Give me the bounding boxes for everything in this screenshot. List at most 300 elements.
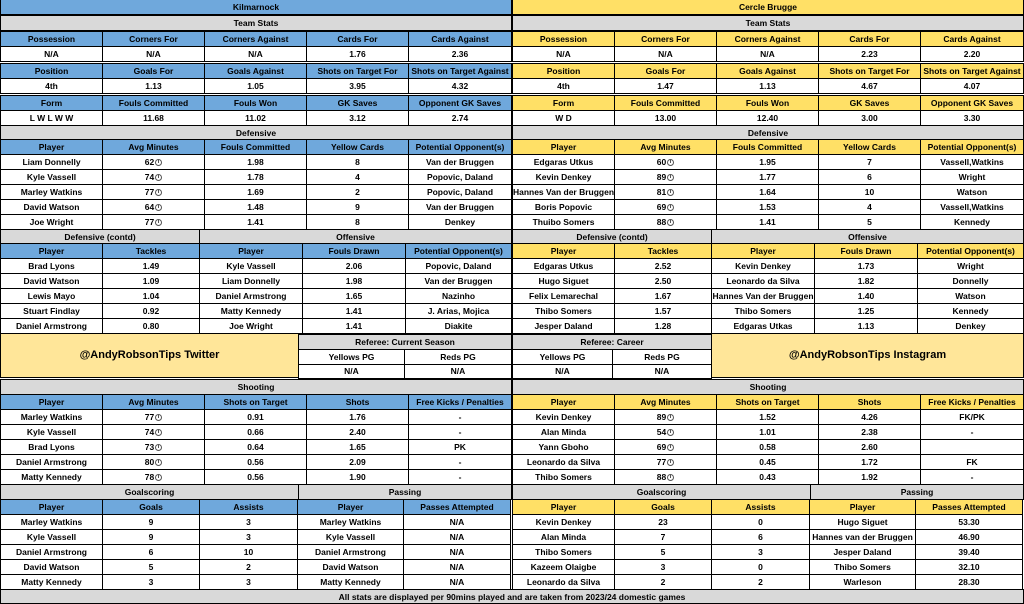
header-cell: Fouls Drawn <box>814 243 918 259</box>
player-name-text: Marley Watkins <box>20 516 83 527</box>
player-name <box>512 154 615 170</box>
fouls-committed <box>716 154 819 170</box>
player-name <box>297 514 404 530</box>
header-cell: Potential Opponent(s) <box>405 243 512 259</box>
table-row <box>0 530 512 545</box>
goals-text: 9 <box>148 531 154 542</box>
header-cell: Shots on Target Against <box>408 63 512 79</box>
shots <box>818 424 921 440</box>
avg-minutes-text: 77 <box>144 411 155 422</box>
player-name <box>199 288 303 304</box>
header-cell: Avg Minutes <box>102 139 205 155</box>
player-name-text: Jesper Daland <box>833 546 892 557</box>
fouls-committed <box>716 214 819 230</box>
player-name-text: David Watson <box>322 561 379 572</box>
stat-value: 3.95 <box>306 78 409 94</box>
assists-text: 3 <box>758 546 763 557</box>
potential-opponents <box>917 288 1024 304</box>
tackles <box>614 288 712 304</box>
shots-text: 1.65 <box>349 441 366 452</box>
yellow-cards-text: 2 <box>355 186 360 197</box>
stopwatch-icon <box>155 159 162 166</box>
table-row <box>0 470 512 485</box>
header-cell: Cards Against <box>408 31 512 47</box>
potential-opponents <box>408 169 512 185</box>
tackles-text: 1.09 <box>142 275 160 286</box>
player-name-text: Kevin Denkey <box>535 171 592 182</box>
avg-minutes <box>102 184 205 200</box>
tackles-text: 1.04 <box>142 290 160 301</box>
potential-opponents-text: Wright <box>957 260 984 271</box>
free-kicks-penalties <box>920 424 1024 440</box>
passes-attempted-text: 32.10 <box>958 561 980 572</box>
header-cell: Goals Against <box>204 63 307 79</box>
header-cell: Possession <box>512 31 615 47</box>
player-name-text: Marley Watkins <box>20 186 83 197</box>
potential-opponents-text: Popovic, Daland <box>425 260 492 271</box>
free-kicks-penalties-text: - <box>458 471 462 482</box>
stat-value: N/A <box>716 46 819 62</box>
player-name <box>512 529 615 545</box>
stopwatch-icon <box>155 474 162 481</box>
stat-value: 11.02 <box>204 110 307 126</box>
player-name <box>0 303 103 319</box>
fouls-drawn-text: 1.41 <box>345 305 363 316</box>
passes-attempted <box>403 559 511 575</box>
shots-on-target <box>204 409 307 425</box>
potential-opponents-text: Donnelly <box>952 275 989 286</box>
yellow-cards-text: 6 <box>867 171 872 182</box>
player-name <box>512 409 615 425</box>
player-name-text: Kevin Denkey <box>535 516 592 527</box>
header-cell: Fouls Won <box>204 95 307 111</box>
section-title: Goalscoring <box>0 484 299 500</box>
player-name-text: Joe Wright <box>229 320 273 331</box>
avg-minutes-text: 74 <box>144 426 155 437</box>
passes-attempted <box>403 544 511 560</box>
potential-opponents-text: Van der Bruggen <box>424 275 493 286</box>
fouls-drawn-text: 1.41 <box>345 320 363 331</box>
player-name-text: Edgaras Utkus <box>533 260 594 271</box>
avg-minutes-text: 77 <box>144 186 155 197</box>
section-title: Goalscoring <box>512 484 811 500</box>
passes-attempted <box>915 544 1023 560</box>
table-row <box>512 470 1024 485</box>
player-name <box>809 574 916 590</box>
shots-on-target-text: 0.43 <box>759 471 776 482</box>
avg-minutes <box>614 439 717 455</box>
header-cell: Yellow Cards <box>818 139 921 155</box>
player-name-text: David Watson <box>23 275 80 286</box>
player-name-text: Alan Minda <box>540 426 587 437</box>
header-cell: Corners Against <box>716 31 819 47</box>
header-cell: Free Kicks / Penalties <box>920 394 1024 410</box>
player-name-text: Liam Donnelly <box>221 275 281 286</box>
potential-opponents-text: Vassell,Watkins <box>940 156 1004 167</box>
player-name <box>0 439 103 455</box>
table-row <box>0 185 512 200</box>
avg-minutes <box>102 409 205 425</box>
fouls-drawn <box>302 273 406 289</box>
player-name <box>512 544 615 560</box>
passes-attempted-text: N/A <box>449 576 465 587</box>
goals <box>102 574 200 590</box>
assists <box>199 529 298 545</box>
tackles <box>614 258 712 274</box>
stat-value: 1.47 <box>614 78 717 94</box>
player-name <box>297 559 404 575</box>
stat-value: 12.40 <box>716 110 819 126</box>
shots-text: 1.90 <box>349 471 366 482</box>
header-cell: Avg Minutes <box>614 139 717 155</box>
player-name-text: Edgaras Utkus <box>533 156 594 167</box>
referee-career-block <box>512 334 712 379</box>
stat-value: N/A <box>0 46 103 62</box>
stat-value: 2.36 <box>408 46 512 62</box>
assists <box>199 559 298 575</box>
fouls-committed <box>204 199 307 215</box>
player-name-text: Thibo Somers <box>535 471 592 482</box>
header-cell: Passes Attempted <box>403 499 511 515</box>
header-cell: Assists <box>711 499 810 515</box>
player-name <box>297 544 404 560</box>
goals-text: 5 <box>148 561 154 572</box>
avg-minutes <box>102 154 205 170</box>
fouls-committed-text: 1.41 <box>247 216 264 227</box>
yellow-cards-text: 9 <box>355 201 360 212</box>
stat-value: N/A <box>102 46 205 62</box>
player-name <box>0 184 103 200</box>
fouls-drawn-text: 1.13 <box>857 320 875 331</box>
goals-text: 9 <box>148 516 154 527</box>
stat-value: 2.74 <box>408 110 512 126</box>
shots <box>818 409 921 425</box>
header-cell: Yellow Cards <box>306 139 409 155</box>
table-row <box>0 319 512 334</box>
fouls-committed-text: 1.98 <box>247 156 264 167</box>
fouls-committed <box>716 184 819 200</box>
passes-attempted-text: N/A <box>449 561 465 572</box>
assists-text: 3 <box>246 516 251 527</box>
fouls-committed-text: 1.78 <box>247 171 264 182</box>
player-name-text: Leonardo da Silva <box>526 456 601 467</box>
avg-minutes <box>102 454 205 470</box>
passes-attempted-text: N/A <box>449 531 465 542</box>
player-name <box>0 199 103 215</box>
potential-opponents <box>920 214 1024 230</box>
tackles-text: 0.92 <box>142 305 160 316</box>
header-cell: Player <box>0 499 103 515</box>
stopwatch-icon <box>155 444 162 451</box>
player-name-text: Lewis Mayo <box>27 290 76 301</box>
potential-opponents <box>408 154 512 170</box>
passes-attempted <box>403 514 511 530</box>
player-name-text: Jesper Daland <box>534 320 593 331</box>
section-title: Offensive <box>199 229 512 245</box>
free-kicks-penalties <box>408 409 512 425</box>
stat-value: 3.30 <box>920 110 1024 126</box>
player-name-text: Marley Watkins <box>319 516 382 527</box>
fouls-drawn-text: 2.06 <box>345 260 363 271</box>
stat-value: 4.32 <box>408 78 512 94</box>
player-name <box>297 574 404 590</box>
avg-minutes-text: 81 <box>656 186 667 197</box>
header-cell: Fouls Drawn <box>302 243 406 259</box>
avg-minutes-text: 69 <box>656 201 667 212</box>
player-name <box>0 258 103 274</box>
header-cell: Passes Attempted <box>915 499 1023 515</box>
shots-text: 2.09 <box>349 456 366 467</box>
player-name <box>0 529 103 545</box>
goals-text: 3 <box>660 561 666 572</box>
assists <box>199 514 298 530</box>
assists-text: 3 <box>246 531 251 542</box>
tackles-text: 2.50 <box>654 275 672 286</box>
section-title: Team Stats <box>512 15 1024 31</box>
avg-minutes-text: 88 <box>656 471 667 482</box>
avg-minutes <box>102 169 205 185</box>
avg-minutes <box>614 424 717 440</box>
fouls-drawn <box>302 258 406 274</box>
table-row <box>512 530 1024 545</box>
yellow-cards-text: 8 <box>355 216 360 227</box>
shots-on-target <box>716 439 819 455</box>
stat-value: 1.13 <box>716 78 819 94</box>
potential-opponents-text: Kennedy <box>954 216 990 227</box>
potential-opponents <box>917 273 1024 289</box>
stat-value: 11.68 <box>102 110 205 126</box>
table-row <box>512 440 1024 455</box>
shots <box>306 424 409 440</box>
player-name <box>711 303 815 319</box>
yellow-cards <box>818 214 921 230</box>
shots <box>306 454 409 470</box>
assists-text: 10 <box>243 546 254 557</box>
instagram-promo: @AndyRobsonTips Instagram <box>711 333 1024 378</box>
tackles-text: 1.57 <box>654 305 672 316</box>
passes-attempted <box>915 514 1023 530</box>
potential-opponents <box>405 303 512 319</box>
avg-minutes <box>102 424 205 440</box>
header-cell: Opponent GK Saves <box>920 95 1024 111</box>
stopwatch-icon <box>155 174 162 181</box>
header-cell: GK Saves <box>818 95 921 111</box>
shots <box>818 469 921 485</box>
yellow-cards-text: 4 <box>867 201 872 212</box>
header-cell: Avg Minutes <box>102 394 205 410</box>
player-name <box>512 514 615 530</box>
stat-value: W D <box>512 110 615 126</box>
header-cell: Corners Against <box>204 31 307 47</box>
section-title: Referee: Career <box>512 334 712 350</box>
player-name <box>0 424 103 440</box>
fouls-drawn <box>814 273 918 289</box>
assists-text: 2 <box>246 561 251 572</box>
player-name-text: Thibo Somers <box>535 305 592 316</box>
player-name <box>512 288 615 304</box>
header-cell: Avg Minutes <box>614 394 717 410</box>
yellow-cards <box>306 154 409 170</box>
passes-attempted-text: 53.30 <box>958 516 980 527</box>
goals <box>614 544 712 560</box>
fouls-committed-text: 1.95 <box>759 156 776 167</box>
table-row <box>0 440 512 455</box>
header-cell: Player <box>297 499 404 515</box>
avg-minutes <box>614 469 717 485</box>
player-name <box>0 454 103 470</box>
fouls-drawn <box>814 318 918 334</box>
table-row <box>0 560 512 575</box>
referee-current-block <box>298 334 512 379</box>
team-name: Cercle Brugge <box>512 0 1024 15</box>
stopwatch-icon <box>667 459 674 466</box>
header-cell: Tackles <box>102 243 200 259</box>
potential-opponents <box>917 258 1024 274</box>
header-cell: Fouls Committed <box>204 139 307 155</box>
player-name-text: Matty Kennedy <box>21 576 82 587</box>
table-row <box>512 274 1024 289</box>
shots-on-target-text: 0.58 <box>759 441 776 452</box>
table-row <box>512 170 1024 185</box>
fouls-drawn <box>814 288 918 304</box>
player-name <box>0 214 103 230</box>
player-name <box>0 273 103 289</box>
potential-opponents-text: Van der Bruggen <box>425 201 494 212</box>
passes-attempted <box>403 574 511 590</box>
player-name-text: Kazeem Olaigbe <box>530 561 597 572</box>
player-name-text: Boris Popovic <box>534 201 593 212</box>
header-cell: Shots on Target For <box>818 63 921 79</box>
shots <box>306 469 409 485</box>
fouls-drawn <box>302 318 406 334</box>
potential-opponents-text: Watson <box>956 186 988 197</box>
player-name-text: Hannes Van der Bruggen <box>712 290 814 301</box>
potential-opponents-text: Vassell,Watkins <box>940 201 1004 212</box>
table-row <box>0 515 512 530</box>
shots <box>306 409 409 425</box>
potential-opponents <box>917 318 1024 334</box>
passes-attempted <box>403 529 511 545</box>
table-row <box>0 155 512 170</box>
table-row <box>0 304 512 319</box>
player-name <box>0 574 103 590</box>
player-name <box>512 574 615 590</box>
passes-attempted-text: N/A <box>449 546 465 557</box>
fouls-committed-text: 1.64 <box>759 186 776 197</box>
section-title: Shooting <box>0 379 512 395</box>
avg-minutes-text: 69 <box>656 441 667 452</box>
stat-value: 3.12 <box>306 110 409 126</box>
avg-minutes-text: 77 <box>656 456 667 467</box>
potential-opponents-text: Kennedy <box>952 305 989 316</box>
table-row <box>512 289 1024 304</box>
stat-value: 3.00 <box>818 110 921 126</box>
header-cell: Corners For <box>614 31 717 47</box>
potential-opponents <box>405 258 512 274</box>
stopwatch-icon <box>667 159 674 166</box>
player-name-text: Matty Kennedy <box>21 471 82 482</box>
passes-attempted-text: N/A <box>449 516 465 527</box>
yellow-cards-text: 4 <box>355 171 360 182</box>
header-cell: Player <box>809 499 916 515</box>
avg-minutes <box>102 214 205 230</box>
header-cell: Player <box>512 499 615 515</box>
potential-opponents <box>920 199 1024 215</box>
stat-value: 1.76 <box>306 46 409 62</box>
stopwatch-icon <box>155 414 162 421</box>
fouls-drawn-text: 1.65 <box>345 290 363 301</box>
section-title: Defensive <box>0 125 512 141</box>
stopwatch-icon <box>155 459 162 466</box>
player-name-text: Warleson <box>843 576 882 587</box>
player-name <box>0 169 103 185</box>
assists <box>711 529 810 545</box>
table-row <box>512 185 1024 200</box>
avg-minutes-text: 88 <box>656 216 667 227</box>
yellow-cards-text: 5 <box>867 216 872 227</box>
header-cell: Free Kicks / Penalties <box>408 394 512 410</box>
player-name <box>512 454 615 470</box>
stat-value: 1.13 <box>102 78 205 94</box>
assists <box>199 574 298 590</box>
fouls-drawn-text: 1.73 <box>857 260 875 271</box>
shots-text: 2.38 <box>861 426 878 437</box>
player-name-text: Stuart Findlay <box>23 305 80 316</box>
shots-text: 1.72 <box>861 456 878 467</box>
fouls-drawn-text: 1.98 <box>345 275 363 286</box>
yellow-cards <box>306 214 409 230</box>
potential-opponents <box>405 273 512 289</box>
header-cell: Reds PG <box>404 349 512 365</box>
header-cell: Player <box>512 394 615 410</box>
header-cell: Shots on Target <box>204 394 307 410</box>
potential-opponents <box>408 214 512 230</box>
player-name-text: Hannes van der Bruggen <box>812 531 913 542</box>
free-kicks-penalties-text: - <box>458 426 462 437</box>
avg-minutes-text: 89 <box>656 171 667 182</box>
player-name-text: Yann Gboho <box>538 441 589 452</box>
player-name-text: Liam Donnelly <box>22 156 81 167</box>
fouls-committed-text: 1.53 <box>759 201 776 212</box>
player-name <box>0 318 103 334</box>
shots-on-target-text: 0.66 <box>247 426 264 437</box>
tackles <box>614 273 712 289</box>
shots-on-target <box>204 424 307 440</box>
tackles <box>102 303 200 319</box>
passes-attempted <box>915 559 1023 575</box>
table-row <box>0 455 512 470</box>
free-kicks-penalties <box>920 469 1024 485</box>
potential-opponents-text: Van der Bruggen <box>425 156 494 167</box>
assists <box>711 574 810 590</box>
player-name <box>809 514 916 530</box>
shots-text: 1.76 <box>349 411 366 422</box>
header-cell: Player <box>512 243 615 259</box>
shots-on-target <box>716 454 819 470</box>
tackles-text: 1.49 <box>142 260 160 271</box>
player-name <box>0 544 103 560</box>
avg-minutes <box>614 454 717 470</box>
table-row <box>0 410 512 425</box>
fouls-committed <box>204 184 307 200</box>
free-kicks-penalties <box>920 454 1024 470</box>
stopwatch-icon <box>667 189 674 196</box>
table-row <box>0 425 512 440</box>
potential-opponents-text: Diakite <box>444 320 473 331</box>
avg-minutes <box>102 199 205 215</box>
yellow-cards <box>818 169 921 185</box>
table-row <box>512 455 1024 470</box>
